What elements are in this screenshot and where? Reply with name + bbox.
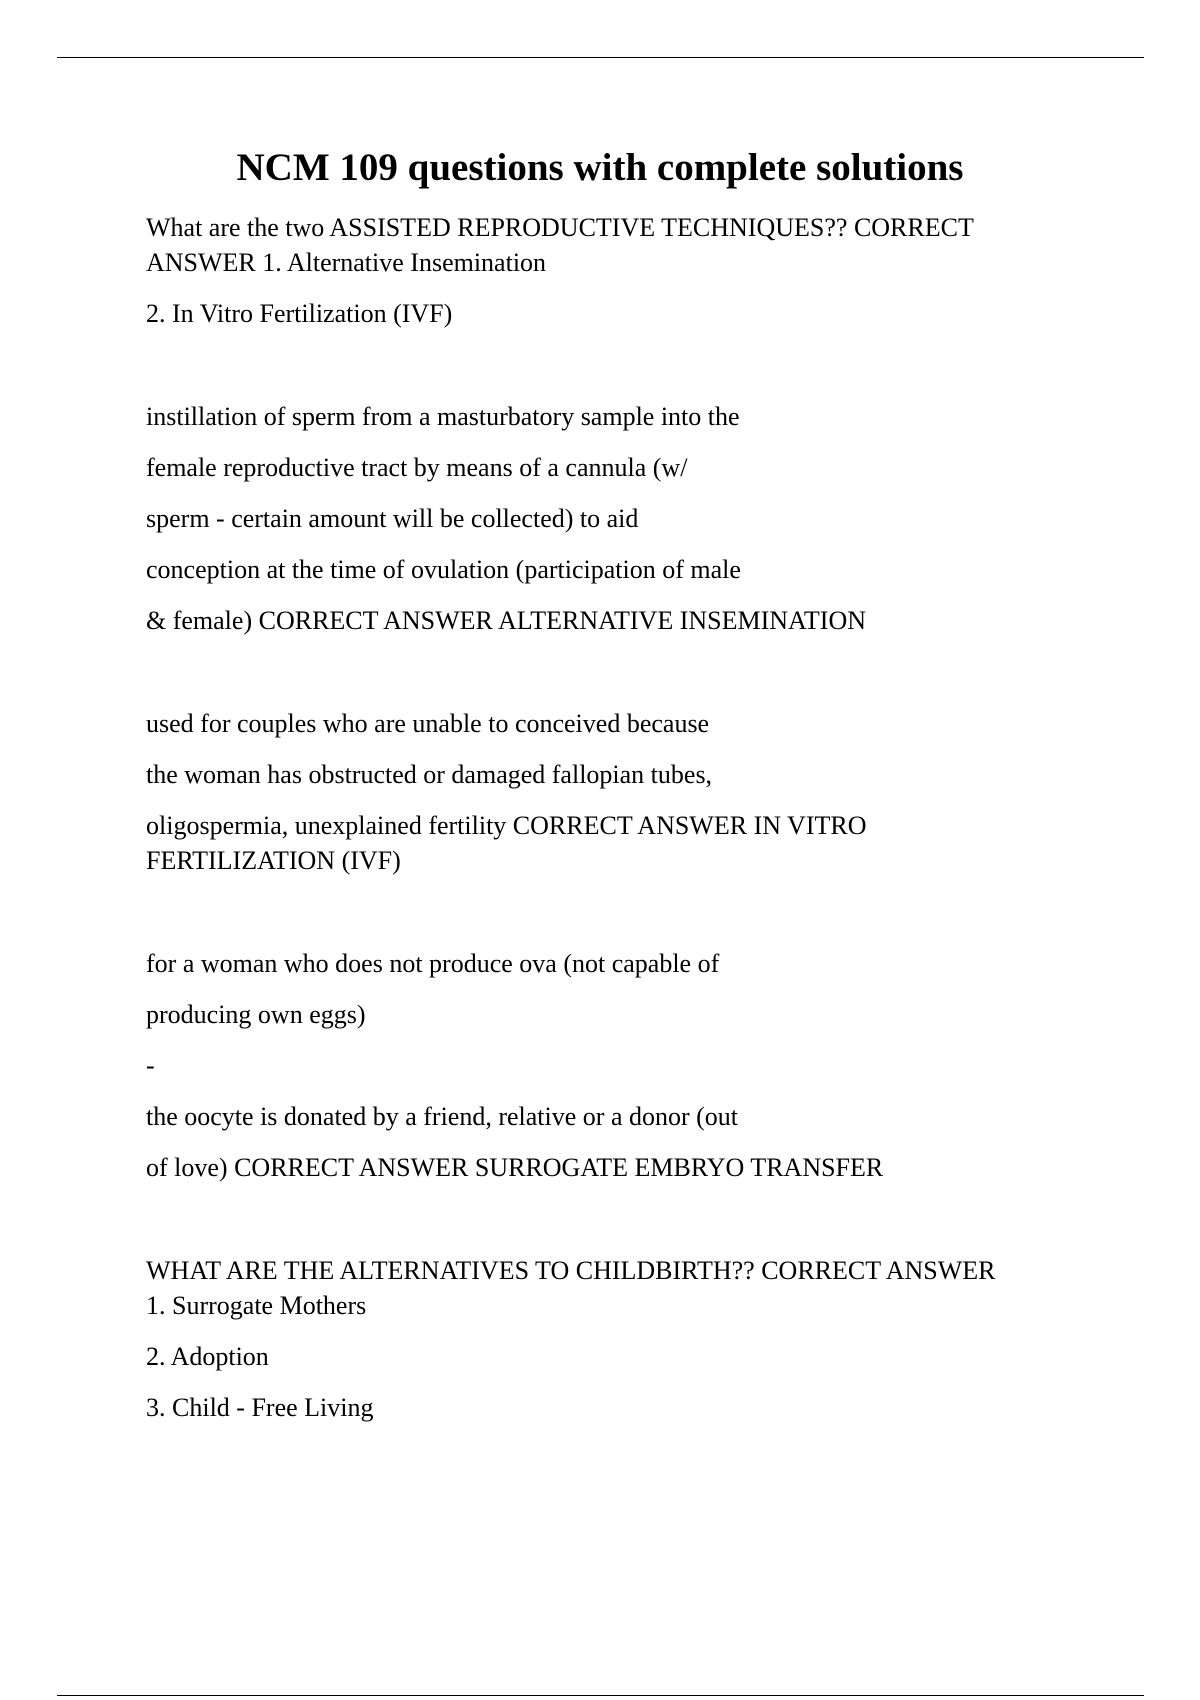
q1-line-1: What are the two ASSISTED REPRODUCTIVE TECHNIQUES?? CORRECT [146, 213, 974, 242]
q5-line-3: 2. Adoption [146, 1342, 269, 1371]
q1-line-2: ANSWER 1. Alternative Insemination [146, 248, 547, 277]
page-title: NCM 109 questions with complete solutions [236, 146, 964, 189]
q2-line-4: conception at the time of ovulation (participation of male [146, 555, 741, 584]
q2-line-3: sperm - certain amount will be collected) to aid [146, 504, 639, 533]
q2-line-1: instillation of sperm from a masturbatory sample into the [146, 402, 740, 431]
q1-line-3: 2. In Vitro Fertilization (IVF) [146, 299, 453, 328]
q3-line-1: used for couples who are unable to conceived because [146, 709, 710, 738]
q4-line-5: of love) CORRECT ANSWER SURROGATE EMBRYO TRANSFER [146, 1153, 884, 1182]
q5-line-1: WHAT ARE THE ALTERNATIVES TO CHILDBIRTH?? CORRECT ANSWER [146, 1256, 996, 1285]
q5-line-4: 3. Child - Free Living [146, 1393, 374, 1422]
q4-dash: - [146, 1051, 155, 1080]
q4-line-2: producing own eggs) [146, 1000, 366, 1029]
q3-line-3: oligospermia, unexplained fertility CORRECT ANSWER IN VITRO [146, 811, 867, 840]
q2-line-5: & female) CORRECT ANSWER ALTERNATIVE INSEMINATION [146, 606, 867, 635]
q2-line-2: female reproductive tract by means of a cannula (w/ [146, 453, 688, 482]
q3-line-2: the woman has obstructed or damaged fallopian tubes, [146, 760, 713, 789]
q5-line-2: 1. Surrogate Mothers [146, 1291, 367, 1320]
q4-line-4: the oocyte is donated by a friend, relative or a donor (out [146, 1102, 739, 1131]
top-rule [57, 57, 1144, 58]
q3-line-4: FERTILIZATION (IVF) [146, 846, 401, 875]
bottom-rule [57, 1695, 1144, 1696]
q4-line-1: for a woman who does not produce ova (not capable of [146, 949, 720, 978]
